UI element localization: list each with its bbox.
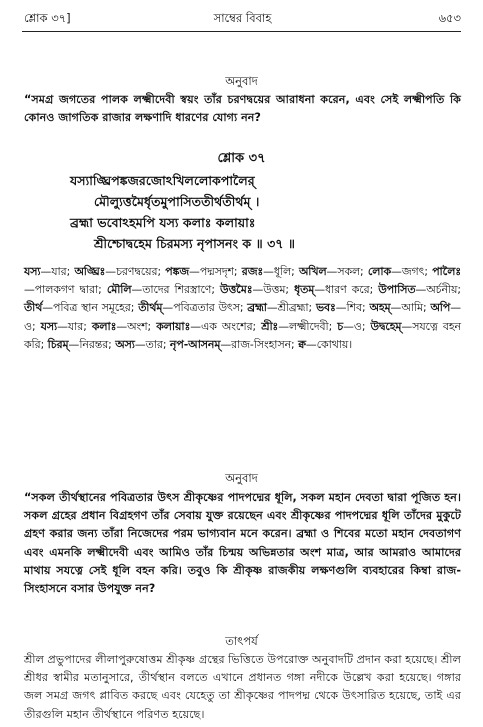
header-rule [22,31,461,32]
synonym-meaning: —আমি; [390,301,431,315]
synonym-term: ধৃতম্ [294,283,315,297]
synonym-meaning: —তার; [134,337,170,351]
synonym-meaning: —সযত্নে বহন করি; [24,319,461,351]
synonym-meaning: —অর্চনীয়; [415,283,461,297]
synonym-term: পঙ্কজ [165,265,190,278]
synonym-meaning: —লক্ষ্মীদেবী; [278,319,338,333]
synonym-term: উপাসিত [378,283,416,297]
synonym-meaning: —ধূলি; [263,265,299,278]
synonym-meaning: —যার; [57,319,92,333]
synonym-term: লোক [367,265,392,278]
running-header [24,10,461,32]
synonym-meaning: —পদ্মসদৃশ; [189,265,242,278]
synonym-meaning: —যার; [40,265,75,278]
translation-heading-2: অনুবাদ [225,471,258,485]
header-chapter-title: সাম্বের বিবাহ [213,11,272,25]
synonym-term: কলাঃ [91,319,117,333]
header-page-number: ৬৫৩ [438,11,461,25]
synonym-meaning: —চরণদ্বয়ের; [105,265,166,278]
translation-text-2: “সকল তীর্থস্থানের পবিত্রতার উৎস শ্রীকৃষ্ণের পাদপদ্মের ধূলি, সকল মহান দেবতা দ্বারা পূজিত হন। সকল গ্রহের প্রধান বিগ্রহগণ তাঁর সেবায় যুক্ত রয়েছেন এবং শ্রীকৃষ্ণের পাদপদ্মের ধূলি তাঁদের মুকুটে গ্রহণ করার জন্য তাঁরা নিজেদের পরম ভাগ্যবান মনে করেন। ব্রহ্মা ও শিবের মতো মহান দেবতাগণ এবং এমনকি লক্ষ্মীদেবী এবং আমিও তাঁর চিন্ময় অভিন্নতার অংশ মাত্র, আর আমরাও আমাদের মাথায় সযত্নে সেই ধূলি বহন করি। তবুও কি শ্রীকৃষ্ণ রাজকীয় লক্ষণগুলি ব্যবহারের কিম্বা রাজ-সিংহাসনে বসার উপযুক্ত নন? [24,491,461,596]
synonym-meaning: —সকল; [326,265,368,278]
synonym-meaning: —শিব; [335,301,370,315]
synonym-term: অহম্ [369,301,391,315]
synonym-meaning: —নিরন্তর; [68,337,116,351]
verse-line-1: যস্যাঙ্ঘ্রিপঙ্কজরজোঽখিললোকপালৈর্ [70,173,255,188]
purport-heading: তাৎপর্য [225,634,258,648]
translation-heading-1: অনুবাদ [225,74,258,88]
synonym-term: অপি [430,301,451,315]
synonym-term: উত্তমৈঃ [220,283,253,297]
synonym-term: উদ্বহেম্ [370,319,402,333]
synonym-term: ব্রহ্মা [247,301,267,315]
synonym-term: চ [337,319,344,333]
word-for-word-synonyms [24,263,461,354]
verse-line-2: মৌল্যুত্তমৈর্ধৃতমুপাসিততীর্থতীর্থম্ । [94,194,260,209]
translation-text-1: “সমগ্র জগতের পালক লক্ষ্মীদেবী স্বয়ং তাঁর চরণদ্বয়ের আরাধনা করেন, এবং সেই লক্ষ্মীপতি কি কোনও জাগতিক রাজার লক্ষণাদি ধারণের যোগ্য নন? [24,93,461,125]
synonym-meaning: —পবিত্র স্থান সমূহের; [42,301,139,315]
synonym-meaning: —ধারণ করে; [314,283,379,297]
purport-text: শ্রীল প্রভুপাদের লীলাপুরুষোত্তম শ্রীকৃষ্ণ গ্রন্থের ভিত্তিতে উপরোক্ত অনুবাদটি প্রদান করা হয়েছে। শ্রীল শ্রীধর স্বামীর মতানুসারে, তীর্থস্থান বলতে এখানে প্রধানত গঙ্গা নদীকে উল্লেখ করা হয়েছে। গঙ্গার জল সমগ্র জগৎ প্লাবিত করছে এবং যেহেতু তা শ্রীকৃষ্ণের পাদপদ্ম থেকে উৎসারিত হয়েছে, তাই এর তীরগুলি মহান তীর্থস্থানে পরিণত হয়েছে। [24,653,461,721]
synonym-term: রজঃ [241,265,264,278]
synonym-term: শ্রীঃ [261,319,279,333]
synonym-meaning: —জগৎ; [391,265,433,278]
verse-line-3: ব্রহ্মা ভবোঽহমপি যস্য কলাঃ কলায়াঃ [70,215,256,230]
synonym-term: পালৈঃ [432,265,461,278]
synonym-term: অঙ্ঘ্রিঃ [74,265,106,278]
synonym-term: অখিল [298,265,327,278]
synonym-term: অস্য [115,337,135,351]
synonym-term: নৃপ-আসনম্ [169,337,221,351]
synonym-term: তীর্থ [24,301,43,315]
synonym-term: যস্য [40,319,58,333]
synonym-meaning: —তাদের শিরস্ত্রাণে; [131,283,221,297]
synonym-meaning: —পালকগণ দ্বারা; [24,283,107,297]
synonym-term: মৌলি [106,283,132,297]
synonym-meaning: —রাজ-সিংহাসন; [220,337,299,351]
synonym-meaning: —ও; [343,319,371,333]
synonym-meaning: —ও; [24,301,462,333]
synonym-meaning: —অংশ; [116,319,157,333]
synonym-term: কলায়াঃ [156,319,191,333]
synonym-meaning: —শ্রীব্রহ্মা; [266,301,316,315]
synonym-meaning: —এক অংশের; [190,319,262,333]
synonym-term: যস্য [24,265,41,278]
synonym-meaning: —উত্তম; [252,283,295,297]
synonym-meaning: —পবিত্রতার উৎস; [162,301,248,315]
synonym-term: চিরম্ [47,337,69,351]
verse-line-4: শ্রীশ্চোদ্বহেম চিরমস্য নৃপাসনং ক ॥ ৩৭ ॥ [94,236,295,251]
synonym-term: ক্ব [298,337,306,351]
verse-number: শ্লোক ৩৭ [217,151,266,166]
synonym-term: তীর্থম্ [138,301,163,315]
sanskrit-verse [70,170,443,254]
header-verse-ref: শ্লোক ৩৭] [24,11,71,25]
synonym-term: ভবঃ [315,301,336,315]
synonym-meaning: —কোথায়। [305,337,353,351]
